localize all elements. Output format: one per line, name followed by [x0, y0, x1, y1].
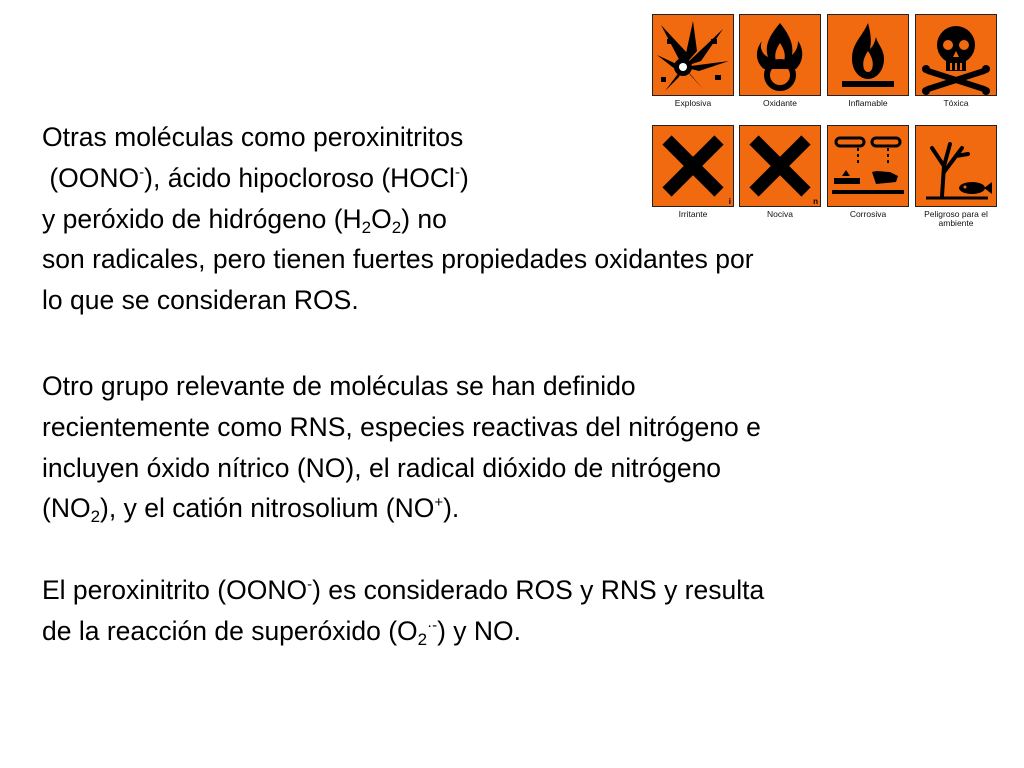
paragraph-peroxinitrite	[42, 570, 992, 652]
superscript: ·-	[427, 616, 438, 634]
harmful-corner-letter: n	[813, 197, 818, 206]
text-line	[42, 199, 982, 240]
hazard-label: Peligroso para el ambiente	[924, 209, 988, 228]
superscript: -	[307, 576, 313, 593]
text-line: Otras moléculas como peroxinitritos	[42, 122, 464, 152]
superscript: -	[139, 163, 145, 181]
text-segment: ), ácido hipocloroso (HOCl	[144, 162, 455, 193]
text-segment: ) no	[401, 203, 447, 234]
text-segment: (NO	[42, 493, 91, 524]
text-line: recientemente como RNS, especies reactivas del nitrógeno e	[42, 411, 761, 442]
text-line: lo que se consideran ROS.	[42, 285, 359, 316]
superscript: +	[434, 494, 444, 512]
text-line	[42, 570, 992, 611]
skull-crossbones-icon	[915, 14, 997, 96]
text-segment: El peroxinitrito (OONO	[42, 575, 308, 605]
irritant-corner-letter: i	[728, 197, 731, 206]
text-segment: O	[371, 203, 392, 234]
hazard-oxidizing	[739, 14, 821, 108]
text-line: son radicales, pero tienen fuertes propiedades oxidantes por	[42, 244, 754, 275]
flame-icon	[827, 14, 909, 96]
text-line: incluyen óxido nítrico (NO), el radical dióxido de nitrógeno	[42, 452, 722, 483]
text-segment: (OONO	[42, 162, 140, 193]
explosion-icon	[652, 14, 734, 96]
text-segment: de la reacción de superóxido (O	[42, 615, 418, 646]
text-segment: ) y NO.	[437, 615, 522, 646]
flame-over-circle-icon	[739, 14, 821, 96]
hazard-label: Nociva	[767, 209, 793, 219]
subscript: 2	[417, 629, 428, 649]
subscript: 2	[361, 217, 372, 237]
hazard-toxic	[915, 14, 997, 108]
text-line	[42, 488, 992, 529]
paragraph-rns	[42, 366, 992, 529]
hazard-label: Inflamable	[848, 98, 888, 108]
paragraph-ros	[42, 117, 982, 321]
superscript: -	[454, 163, 460, 181]
text-segment: )	[459, 162, 469, 193]
hazard-label: Oxidante	[762, 98, 798, 108]
hazard-label: Irritante	[678, 209, 708, 219]
hazard-label: Explosiva	[674, 98, 712, 108]
text-segment: ).	[443, 493, 460, 524]
text-line: Otro grupo relevante de moléculas se han definido	[42, 371, 636, 401]
hazard-label: Tóxica	[943, 98, 969, 108]
hazard-flammable	[827, 14, 909, 108]
text-segment: y peróxido de hidrógeno (H	[42, 203, 362, 234]
subscript: 2	[391, 217, 402, 237]
text-line	[42, 611, 992, 652]
hazard-label: Corrosiva	[849, 209, 887, 219]
text-segment: ), y el catión nitrosolium (NO	[100, 493, 435, 524]
text-line	[42, 158, 982, 199]
subscript: 2	[90, 507, 101, 527]
hazard-explosive	[652, 14, 734, 108]
text-segment: ) es considerado ROS y RNS y resulta	[312, 575, 765, 605]
